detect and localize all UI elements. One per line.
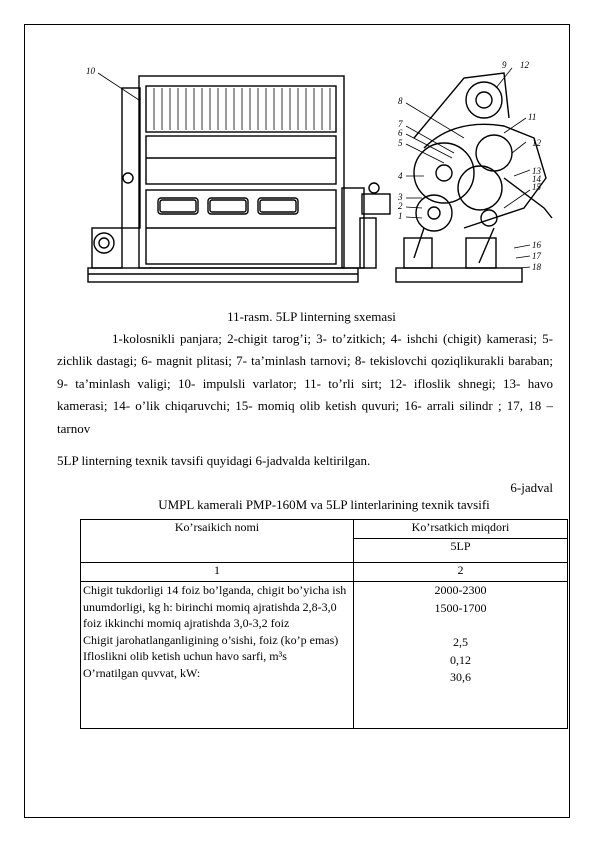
- header-indicator-value: Ko’rsatkich miqdori: [354, 520, 568, 539]
- value-first-lint: 2000-2300: [434, 583, 487, 597]
- svg-text:11: 11: [528, 112, 537, 122]
- svg-text:12: 12: [520, 60, 529, 70]
- table-intro-text: 5LP linterning texnik tavsifi quyidagi 6-jadvalda keltirilgan.: [57, 453, 371, 468]
- row-air-consumption: Ifloslikni olib ketish uchun havo sarfi, m³s: [83, 649, 287, 663]
- svg-text:17: 17: [532, 251, 541, 261]
- svg-text:7: 7: [398, 119, 403, 129]
- value-installed-power: 30,6: [450, 670, 471, 684]
- column-number-1: 1: [81, 563, 354, 582]
- svg-text:9: 9: [502, 60, 507, 70]
- value-air-consumption: 0,12: [450, 652, 471, 667]
- indicator-names-cell: [81, 582, 354, 729]
- svg-text:13: 13: [532, 166, 541, 176]
- svg-text:5: 5: [398, 138, 403, 148]
- value-seed-damage: 2,5: [453, 635, 468, 649]
- svg-text:12: 12: [532, 138, 541, 148]
- svg-text:4: 4: [398, 171, 403, 181]
- figure-legend-paragraph: 1-kolosnikli panjara; 2-chigit tarog’i; 3- to’zitkich; 4- ishchi (chigit) kamerasi; 5- zichlik dastagi; 6- magnit plitasi; 7- ta’minlash tarnovi; 8- tekislovchi qoziqlikurakli baraban; 9- ta’minlash valigi; 10- impulsli varlator; 11- to’rli sirt; 12- ifloslik shnegi; 13- havo kamerasi; 14- o’lik chiqaruvchi; 15- momiq olib ketish quvuri; 16- arrali silindr ; 17, 18 – tarnov: [57, 331, 553, 436]
- svg-text:15: 15: [532, 182, 541, 192]
- svg-text:18: 18: [532, 262, 541, 272]
- indicator-values-cell: [354, 582, 568, 729]
- linter-schematic-figure: [84, 58, 554, 290]
- subheader-model: 5LP: [354, 538, 568, 562]
- svg-text:1: 1: [398, 211, 403, 221]
- svg-text:14: 14: [532, 174, 541, 184]
- svg-text:2: 2: [398, 201, 403, 211]
- svg-text:3: 3: [398, 192, 403, 202]
- row-productivity: Chigit tukdorligi 14 foiz bo’lganda, chigit bo’yicha ish unumdorligi, kg h: birinchi momiq ajratishda 2,8-3,0 foiz ikkinchi momiq ajratishda 3,0-3,2 foiz: [83, 583, 347, 630]
- header-indicator-name: Ko’rsaikich nomi: [81, 520, 354, 563]
- value-second-lint: 1500-1700: [434, 600, 487, 615]
- column-number-2: 2: [354, 563, 568, 582]
- svg-text:6: 6: [398, 128, 403, 138]
- figure-label-10: 10: [86, 66, 95, 76]
- row-seed-damage: Chigit jarohatlanganligining o’sishi, foiz (ko’p emas): [83, 632, 339, 647]
- table-title: UMPL kamerali PMP-160M va 5LP linterlarining texnik tavsifi: [158, 497, 490, 512]
- row-installed-power: O’rnatilgan quvvat, kW:: [83, 665, 201, 680]
- svg-text:8: 8: [398, 96, 403, 106]
- svg-text:16: 16: [532, 240, 541, 250]
- tech-spec-table: [80, 519, 568, 729]
- table-number: 6-jadval: [510, 480, 553, 495]
- figure-caption: 11-rasm. 5LP linterning sxemasi: [227, 309, 396, 324]
